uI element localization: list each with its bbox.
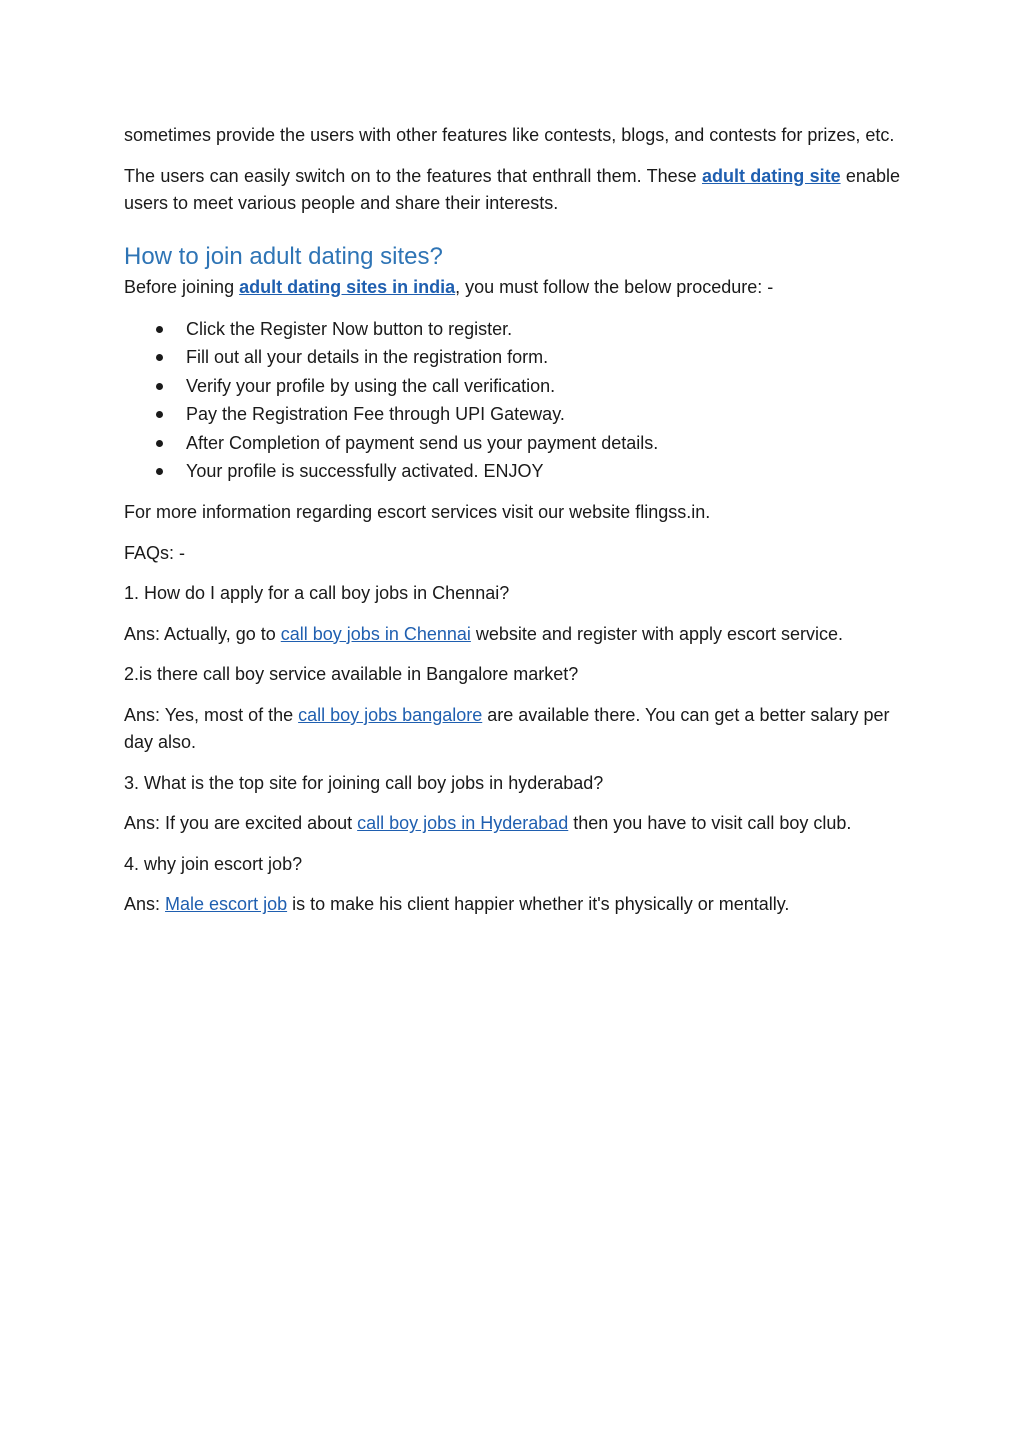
more-info-paragraph: For more information regarding escort services visit our website flingss.in. <box>124 502 711 523</box>
list-item <box>124 457 900 485</box>
list-item <box>124 429 900 457</box>
document-page <box>124 122 900 932</box>
intro-text-before: The users can easily switch on to the features that enthrall them. These <box>124 165 702 186</box>
step-text: Pay the Registration Fee through UPI Gateway. <box>186 404 565 425</box>
faq-answer-4 <box>124 891 900 919</box>
adult-dating-site-link[interactable]: adult dating site <box>701 165 841 186</box>
step-text: After Completion of payment send us your payment details. <box>186 432 659 453</box>
answer-text-before: Ans: Actually, go to <box>124 623 281 644</box>
call-boy-jobs-chennai-link[interactable]: call boy jobs in Chennai <box>280 623 471 644</box>
bullet-icon <box>156 440 163 447</box>
call-boy-jobs-bangalore-link[interactable]: call boy jobs bangalore <box>298 704 483 725</box>
procedure-text-before: Before joining <box>124 276 240 297</box>
step-text: Verify your profile by using the call verification. <box>186 375 556 396</box>
procedure-text-after: , you must follow the below procedure: - <box>455 276 774 297</box>
list-item <box>124 400 900 428</box>
section-heading: How to join adult dating sites? <box>124 242 443 270</box>
faq-answer-1 <box>124 621 900 649</box>
bullet-icon <box>156 383 163 390</box>
faq-answer-2 <box>124 702 900 757</box>
answer-text-after: website and register with apply escort service. <box>470 623 844 644</box>
list-item <box>124 372 900 400</box>
answer-text-after: are available there. You can get a better salary per day also. <box>124 704 890 753</box>
intro-paragraph-2 <box>124 163 900 218</box>
procedure-paragraph <box>124 274 900 302</box>
adult-dating-sites-india-link[interactable]: adult dating sites in india <box>239 276 456 297</box>
bullet-icon <box>156 468 163 475</box>
intro-text-after: enable users to meet various people and share their interests. <box>124 165 900 213</box>
step-text: Your profile is successfully activated. ENJOY <box>186 461 544 482</box>
answer-text-before: Ans: If you are excited about <box>124 813 358 834</box>
call-boy-jobs-hyderabad-link[interactable]: call boy jobs in Hyderabad <box>357 813 569 834</box>
steps-list <box>124 315 900 485</box>
male-escort-job-link[interactable]: Male escort job <box>165 894 288 915</box>
faq-label: FAQs: - <box>124 542 186 563</box>
answer-text-after: then you have to visit call boy club. <box>568 813 852 834</box>
faq-question-4: 4. why join escort job? <box>124 853 303 874</box>
bullet-icon <box>156 411 163 418</box>
intro-paragraph-1: sometimes provide the users with other features like contests, blogs, and contests for prizes, etc. <box>124 125 895 145</box>
list-item <box>124 343 900 371</box>
answer-text-after: is to make his client happier whether it's physically or mentally. <box>287 894 790 915</box>
list-item <box>124 315 900 343</box>
faq-question-3: 3. What is the top site for joining call boy jobs in hyderabad? <box>124 772 604 793</box>
answer-text-before: Ans: Yes, most of the <box>124 704 299 725</box>
faq-question-1: 1. How do I apply for a call boy jobs in Chennai? <box>124 583 510 604</box>
bullet-icon <box>156 326 163 333</box>
answer-text-before: Ans: <box>124 894 166 915</box>
faq-answer-3 <box>124 810 900 838</box>
bullet-icon <box>156 354 163 361</box>
step-text: Click the Register Now button to register. <box>186 319 513 339</box>
faq-question-2: 2.is there call boy service available in Bangalore market? <box>124 664 579 685</box>
step-text: Fill out all your details in the registration form. <box>186 347 549 368</box>
